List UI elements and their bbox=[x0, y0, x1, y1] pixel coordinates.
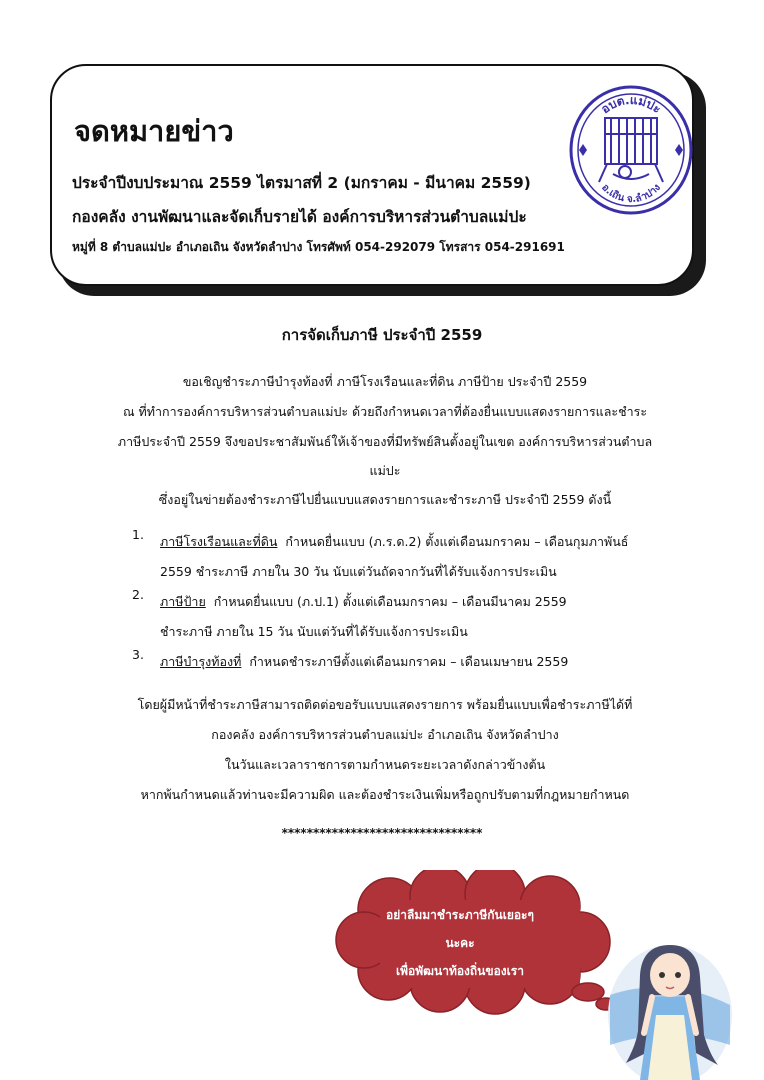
newsletter-header bbox=[50, 64, 694, 286]
list-item bbox=[132, 647, 692, 677]
closing-line-3: ในวันและเวลาราชการตามกำหนดระยะเวลาดังกล่าวข้างต้น bbox=[224, 757, 546, 772]
cartoon-girl-illustration bbox=[590, 935, 750, 1080]
closing-line-4: หากพ้นกำหนดแล้วท่านจะมีความผิด และต้องชำระเงินเพิ่มหรือถูกปรับตามที่กฎหมายกำหนด bbox=[140, 787, 630, 802]
closing-line-2: กองคลัง องค์การบริหารส่วนตำบลแม่ปะ อำเภอเถิน จังหวัดลำปาง bbox=[211, 727, 559, 742]
bubble-line-3: เพื่อพัฒนาท้องถิ่นของเรา bbox=[396, 964, 524, 978]
fiscal-period-line: ประจำปีงบประมาณ 2559 ไตรมาสที่ 2 (มกราคม - มีนาคม 2559) bbox=[72, 174, 531, 192]
bubble-line-1: อย่าลืมมาชำระภาษีกันเยอะๆ bbox=[386, 908, 534, 922]
closing-line-1: โดยผู้มีหน้าที่ชำระภาษีสามารถติดต่อขอรับแบบแสดงรายการ พร้อมยื่นแบบเพื่อชำระภาษีได้ที่ bbox=[137, 697, 633, 712]
list-item-number: 2. bbox=[132, 587, 144, 602]
intro-line-1: ขอเชิญชำระภาษีบำรุงท้องที่ ภาษีโรงเรือนและที่ดิน ภาษีป้าย ประจำปี 2559 bbox=[182, 374, 588, 389]
list-item-label: ภาษีบำรุงท้องที่ bbox=[160, 654, 242, 669]
intro-line-3: ภาษีประจำปี 2559 จึงขอประชาสัมพันธ์ให้เจ้าของที่มีทรัพย์สินตั้งอยู่ในเขต องค์การบริหารส่วนตำบล bbox=[117, 434, 653, 449]
list-item-number: 1. bbox=[132, 527, 144, 542]
intro-line-4: แม่ปะ bbox=[369, 463, 401, 478]
bubble-line-2: นะคะ bbox=[445, 936, 475, 950]
list-item bbox=[132, 587, 692, 647]
list-item-text: กำหนดยื่นแบบ (ภ.ป.1) ตั้งแต่เดือนมกราคม – เดือนมีนาคม 2559 bbox=[213, 594, 567, 609]
intro-line-5: ซึ่งอยู่ในข่ายต้องชำระภาษีไปยื่นแบบแสดงรายการและชำระภาษี ประจำปี 2559 ดังนี้ bbox=[158, 492, 612, 507]
address-contact-line: หมู่ที่ 8 ตำบลแม่ปะ อำเภอเถิน จังหวัดลำปาง โทรศัพท์ 054-292079 โทรสาร 054-291691 bbox=[72, 240, 565, 254]
intro-line-2: ณ ที่ทำการองค์การบริหารส่วนตำบลแม่ปะ ด้วยถึงกำหนดเวลาที่ต้องยื่นแบบแสดงรายการและชำระ bbox=[122, 404, 648, 419]
list-item-number: 3. bbox=[132, 647, 144, 662]
list-item-text: กำหนดยื่นแบบ (ภ.ร.ด.2) ตั้งแต่เดือนมกราคม – เดือนกุมภาพันธ์ bbox=[285, 534, 629, 549]
list-item-continuation: 2559 ชำระภาษี ภายใน 30 วัน นับแต่วันถัดจากวันที่ได้รับแจ้งการประเมิน bbox=[160, 564, 557, 579]
department-line: กองคลัง งานพัฒนาและจัดเก็บรายได้ องค์การบริหารส่วนตำบลแม่ปะ bbox=[72, 208, 527, 226]
tax-items-list bbox=[132, 527, 692, 677]
svg-text:อ.เถิน จ.ลำปาง: อ.เถิน จ.ลำปาง bbox=[599, 182, 663, 206]
list-item-text: กำหนดชำระภาษีตั้งแต่เดือนมกราคม – เดือนเมษายน 2559 bbox=[249, 654, 569, 669]
list-item-label: ภาษีโรงเรือนและที่ดิน bbox=[160, 534, 278, 549]
list-item-label: ภาษีป้าย bbox=[160, 594, 206, 609]
newsletter-title: จดหมายข่าว bbox=[74, 114, 234, 148]
list-item bbox=[132, 527, 692, 587]
divider-stars: ******************************** bbox=[281, 826, 483, 840]
organization-seal-logo bbox=[567, 84, 695, 216]
section-title: การจัดเก็บภาษี ประจำปี 2559 bbox=[281, 326, 483, 344]
list-item-continuation: ชำระภาษี ภายใน 15 วัน นับแต่วันที่ได้รับแจ้งการประเมิน bbox=[160, 624, 468, 639]
svg-text:อบต.แม่ปะ: อบต.แม่ปะ bbox=[598, 92, 664, 117]
